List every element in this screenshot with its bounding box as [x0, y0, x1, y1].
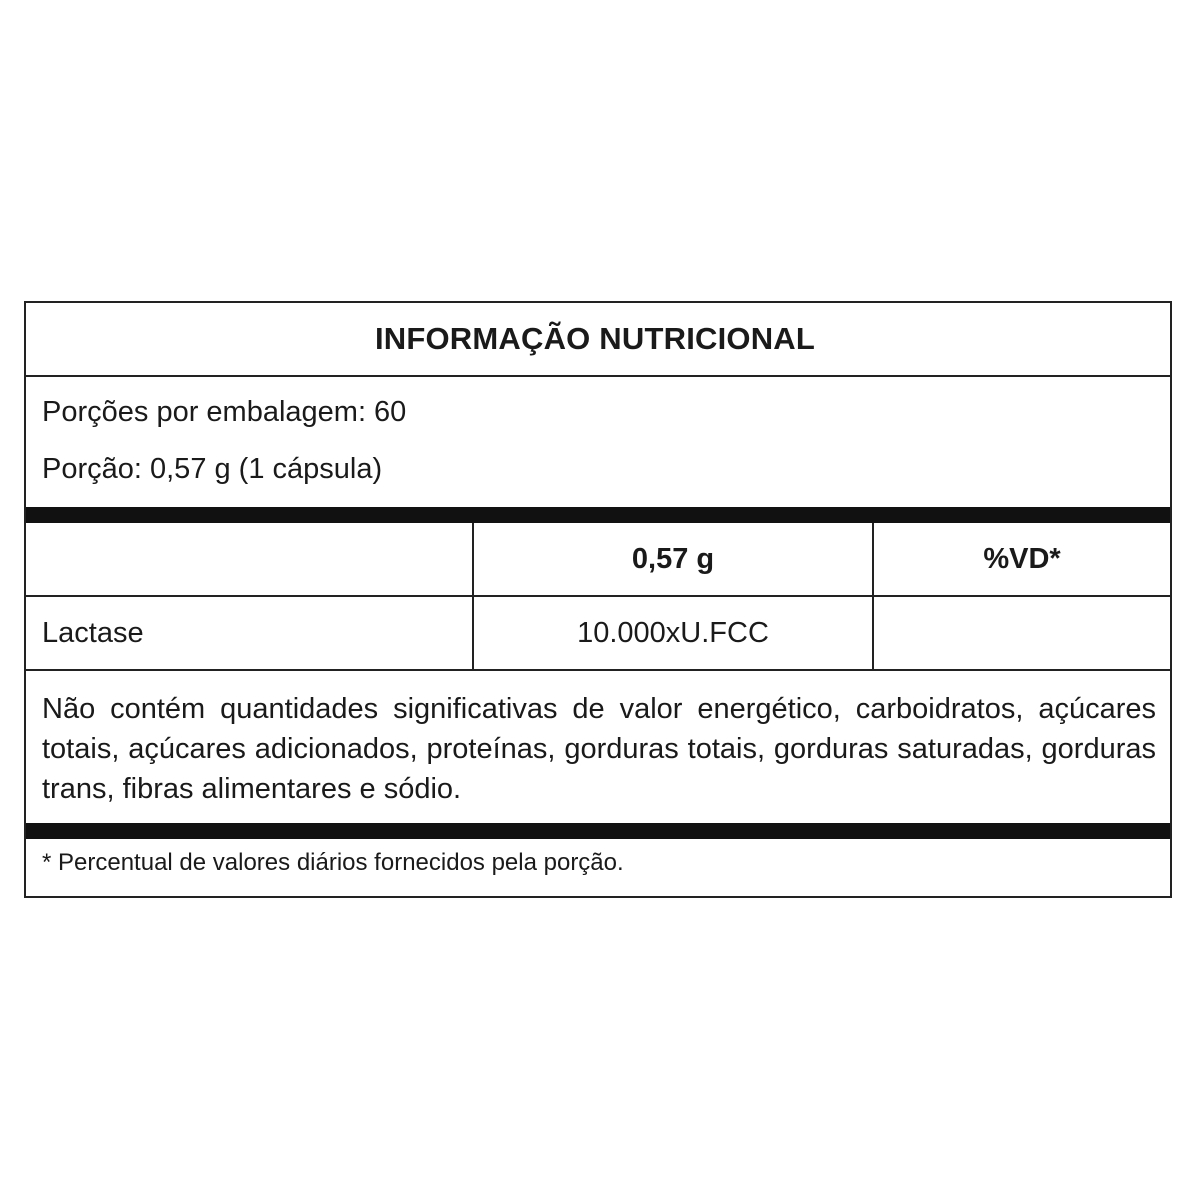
servings-per-package: Porções por embalagem: 60: [42, 396, 407, 428]
separator-bar: [26, 507, 1170, 523]
nutrient-name: Lactase: [42, 616, 144, 649]
nutrient-daily-value: [874, 597, 1170, 669]
separator-bar: [26, 823, 1170, 839]
portion-size: Porção: 0,57 g (1 cápsula): [42, 453, 383, 485]
column-header-amount: 0,57 g: [631, 542, 715, 575]
title-row: [26, 303, 1170, 377]
daily-value-footnote: * Percentual de valores diários fornecidos pela porção.: [42, 849, 624, 876]
nutrient-table: [26, 523, 1170, 671]
column-header-daily-value: %VD*: [983, 542, 1061, 575]
nutrition-facts-label: [24, 301, 1172, 898]
label-title: INFORMAÇÃO NUTRICIONAL: [374, 321, 816, 356]
nutrient-amount: 10.000xU.FCC: [577, 616, 769, 649]
insignificant-amounts-note: Não contém quantidades significativas de valor energético, carboidratos, açúcares totais, açúcares adicionados, proteínas, gorduras totais, gorduras saturadas, gorduras trans, fibras alimentares e sódio.: [42, 693, 1156, 805]
serving-info: [26, 377, 1170, 507]
